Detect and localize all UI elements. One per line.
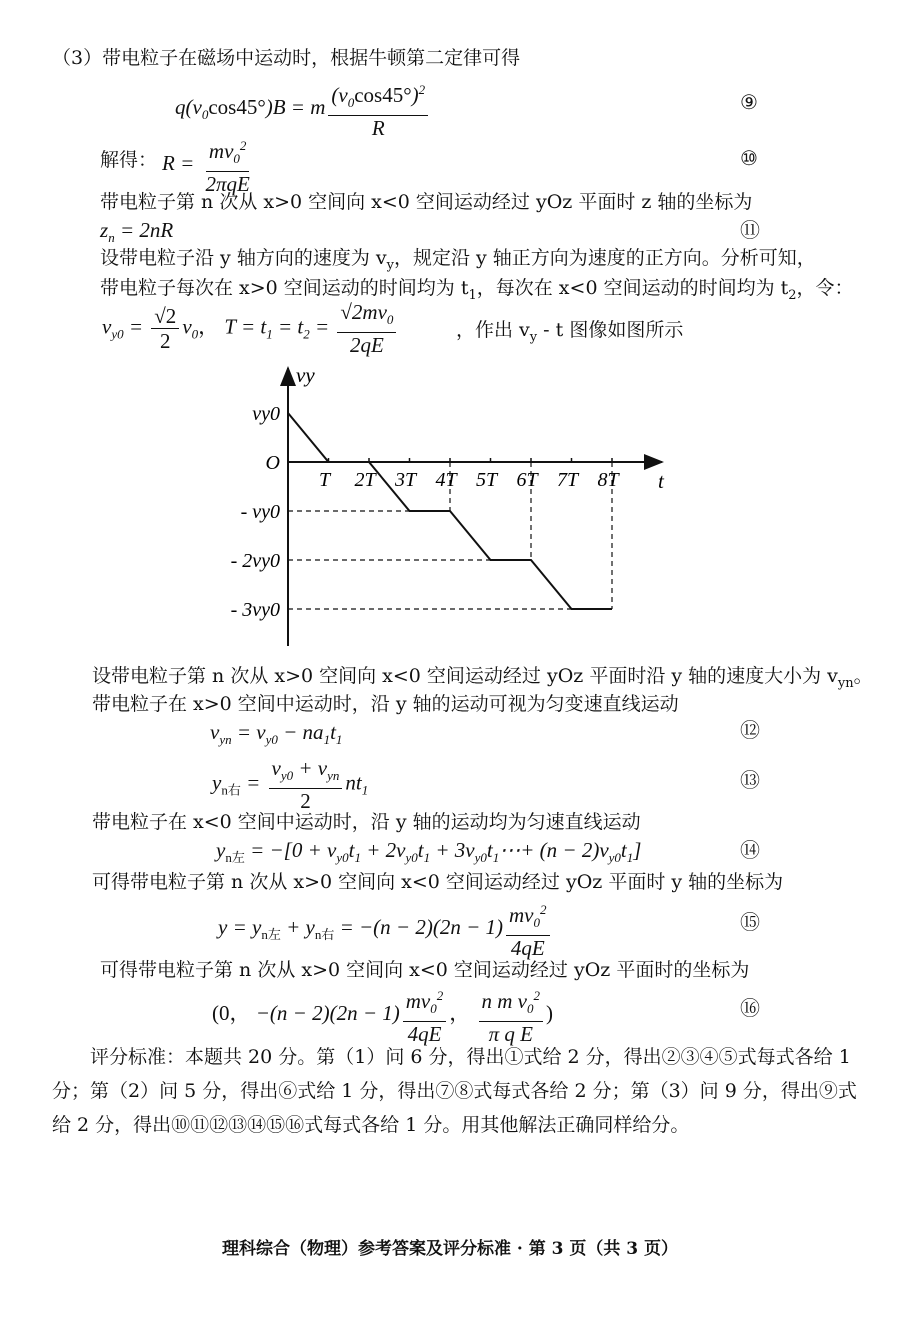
equation-11: $z_n = 2nR$ [100,218,174,246]
x-tick-label: T [318,469,331,491]
eq-number-13: ⑬ [740,768,760,792]
solve-label: 解得： [100,149,158,171]
y-tick-label: - 3vy0 [230,599,280,621]
eq-number-10: ⑩ [740,146,758,170]
time-line: 带电粒子每次在 x>0 空间运动的时间均为 $t_1$，每次在 x<0 空间运动的时间均为 $t_2$，令： [100,277,854,303]
y-tick-label: vy0 [252,403,280,425]
equation-13: $y_{n右}$ = $\frac{v_{y0} + v_{yn}}{2}$ $nt_1$ [212,756,369,814]
equation-12: $v_{yn} = v_{y0} - na_1t_1$ [210,720,343,748]
x-axis-label: t [658,469,664,493]
x-tick-label: 4T [435,469,457,491]
y-tick-label: - 2vy0 [230,550,280,572]
y-tick-label: - vy0 [240,501,280,523]
eq-number-15: ⑮ [740,910,760,934]
eq-number-12: ⑫ [740,718,760,742]
eq-number-14: ⑭ [740,838,760,862]
vy-definition-line: 设带电粒子沿 y 轴方向的速度为 $v_y$，规定沿 y 轴正方向为速度的正方向。分析可知， [100,247,816,273]
equation-10: R = $\frac{mv_0^2}{\text{2πqE}}$ [162,134,256,196]
equation-15: $y = y_{n左} + y_{n右} = -(n - 2)(2n - 1)$ $\frac{mv_0^2}{4qE}$ [218,898,553,960]
x-tick-label: 5T [475,469,498,491]
graph-labels [231,363,665,621]
graph-intro-line: ，作出 $v_y$ - t 图像如图所示 [456,319,684,345]
intro-line: （3）带电粒子在磁场中运动时，根据牛顿第二定律可得 [52,47,521,69]
fullcoord-line: 可得带电粒子第 n 次从 x>0 空间向 x<0 空间运动经过 yOz 平面时的坐标为 [100,959,750,981]
vy-t-graph [230,362,680,652]
zcoord-line: 带电粒子第 n 次从 x>0 空间向 x<0 空间运动经过 yOz 平面时 z 轴的坐标为 [100,191,753,213]
x-tick-label: 3T [394,469,417,491]
y-tick-label: O [265,452,280,474]
x-tick-label: 6T [516,469,538,491]
scoring-paragraph: 评分标准：本题共 20 分。第（1）问 6 分，得出①式给 2 分，得出②③④⑤式每式各给 1 分；第（2）问 5 分，得出⑥式给 1 分，得出⑦⑧式每式各给 2 分；第（3）问 9 分，得出⑨式给 2 分，得出⑩⑪⑫⑬⑭⑮⑯式每式各给 1 分。用其他解法正确同样给分。 [52,1046,857,1136]
page-footer: 理科综合（物理）参考答案及评分标准 · 第 3 页（共 3 页） [221,1239,679,1259]
equation-9: $q(v_0\cos 45^\circ)B = m$ $\frac{(v_0\cos 45^\circ)^2}{R}$ [175,78,431,140]
eq-number-9: ⑨ [740,90,758,114]
x-tick-label: 8T [597,469,619,491]
equation-14: $y_{n左} = -[0 + v_{y0}t_1 + 2v_{y0}t_1$ + $3v_{y0}t_1\cdots+ (n - 2)v_{y0}t_1$] [216,838,642,866]
eq-number-16: ⑯ [740,996,760,1020]
y-axis-label: vy [296,363,315,387]
eq-number-11: ⑪ [740,218,760,242]
vyn-definition-line: 设带电粒子第 n 次从 x>0 空间向 x<0 空间运动经过 yOz 平面时沿 y 轴的速度大小为 $v_{yn}$。 [92,665,873,691]
equation-16: (0， −(n − 2)(2n − 1) $\frac{mv_0^2}{4qE}$ ， $\frac{n m v_0^2}{\text{π q E}}$ ) [212,984,553,1046]
x-tick-label: 2T [354,469,376,491]
positive-space-motion-line: 带电粒子在 x>0 空间中运动时，沿 y 轴的运动可视为匀变速直线运动 [92,693,679,715]
ycoord-line: 可得带电粒子第 n 次从 x>0 空间向 x<0 空间运动经过 yOz 平面时 y 轴的坐标为 [92,871,784,893]
x-tick-label: 7T [556,469,579,491]
negative-space-motion-line: 带电粒子在 x<0 空间中运动时，沿 y 轴的运动均为匀速直线运动 [92,811,641,833]
definitions-equation: $v_{y0}$ = $\frac{√2}{2}$ $v_0$， $T = t_1 = t_2$ = $\frac{√2mv_0}{2qE}$ [102,300,399,357]
